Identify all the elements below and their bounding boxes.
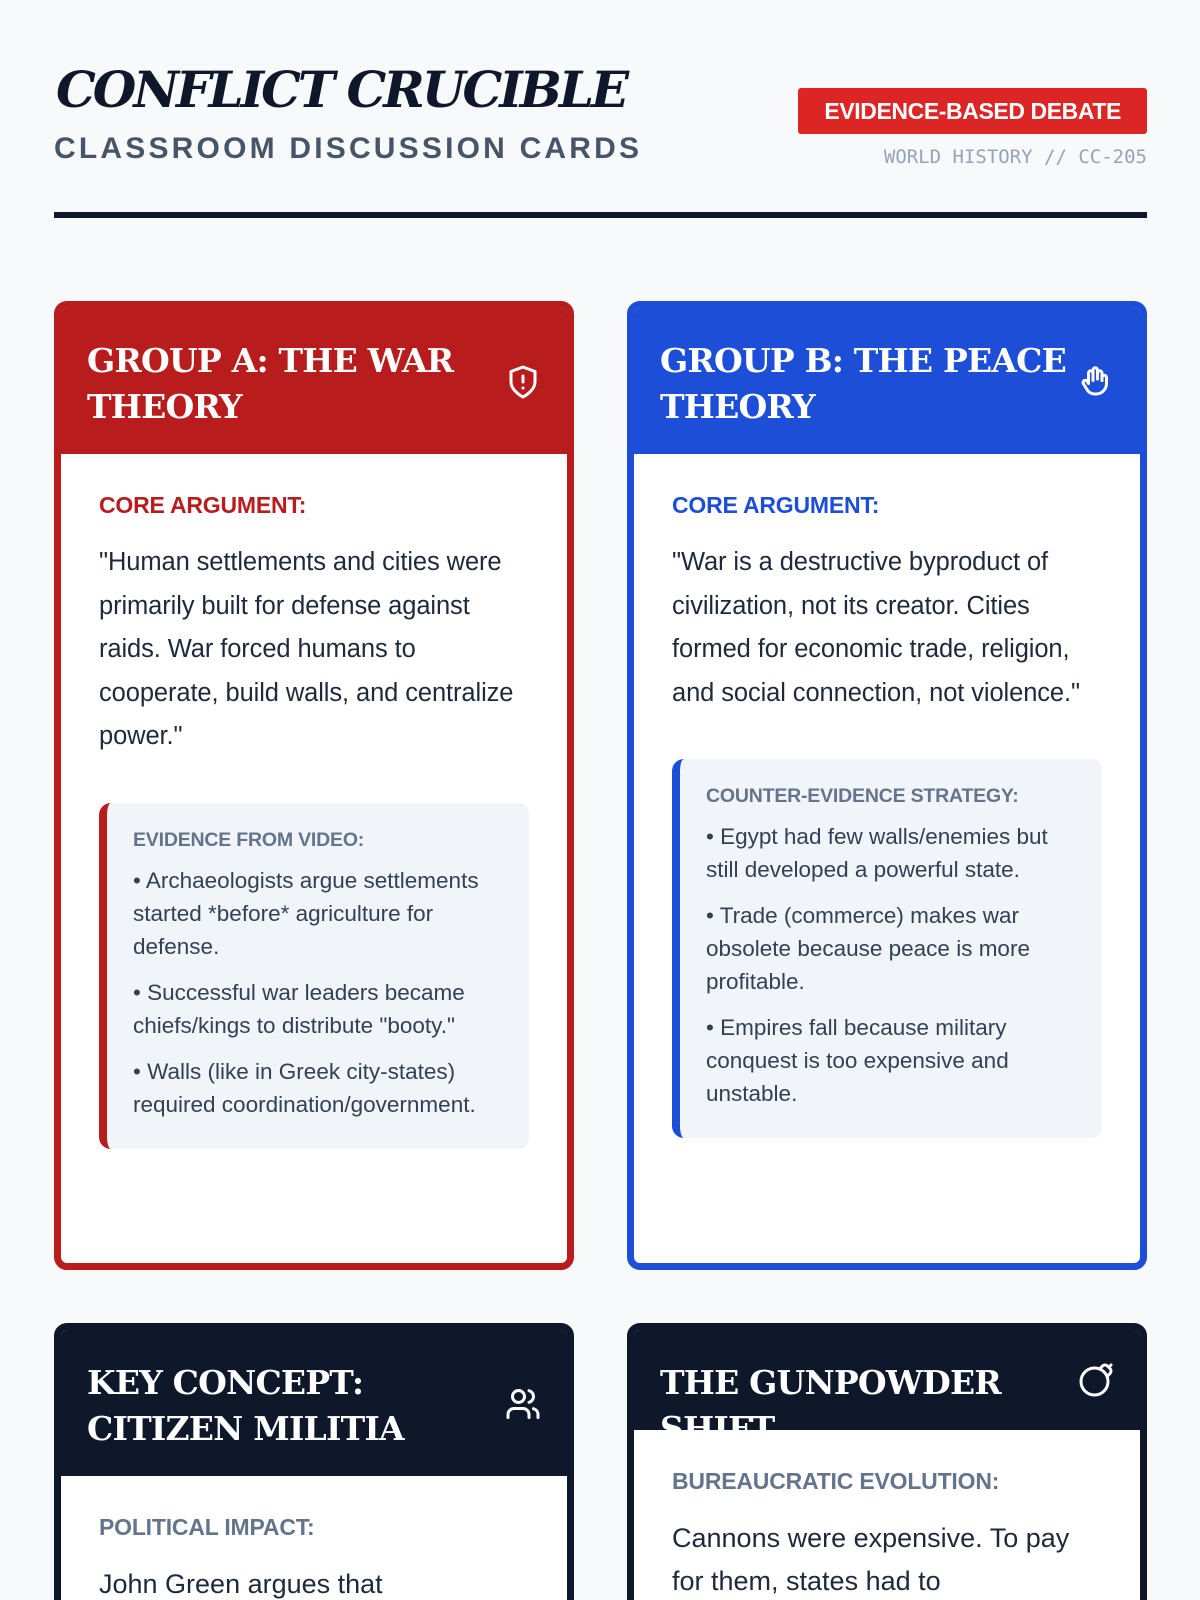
card-title: GROUP B: THE PEACE THEORY: [660, 341, 1066, 426]
evidence-box: [99, 803, 529, 1149]
card-text: Cannons were expensive. To pay for them, states had to: [672, 1523, 1070, 1596]
card-header: [61, 308, 567, 454]
political-impact-label: POLITICAL IMPACT:: [99, 1514, 315, 1540]
core-argument-quote: "War is a destructive byproduct of civilization, not its creator. Cities formed for economic trade, religion, and social connection, not violence.": [672, 548, 1080, 707]
page-subtitle: CLASSROOM DISCUSSION CARDS: [54, 132, 643, 165]
card-citizen-militia: [54, 1323, 574, 1600]
evidence-item: • Walls (like in Greek city-states) required coordination/government.: [133, 1058, 476, 1117]
card-header: [61, 1330, 567, 1476]
card-text: John Green argues that: [99, 1569, 383, 1599]
peace-hand-icon: [1078, 364, 1114, 400]
evidence-item: • Successful war leaders became chiefs/kings to distribute "booty.": [133, 979, 465, 1038]
card-gunpowder-shift: [627, 1323, 1147, 1600]
card-war-theory: [54, 301, 574, 1270]
card-body: [61, 1476, 567, 1600]
card-title: THE GUNPOWDER SHIFT: [660, 1363, 1001, 1448]
bomb-icon: [1078, 1362, 1114, 1398]
core-argument-label: CORE ARGUMENT:: [99, 492, 307, 518]
bureaucratic-evolution-label: BUREAUCRATIC EVOLUTION:: [672, 1468, 1000, 1494]
card-body: [634, 454, 1140, 1178]
evidence-item: • Egypt had few walls/enemies but still developed a powerful state.: [706, 824, 1048, 882]
card-header: [634, 308, 1140, 454]
core-argument-quote: "Human settlements and cities were primarily built for defense against raids. War forced humans to cooperate, build walls, and centralize power.": [99, 548, 514, 750]
header-divider: [54, 212, 1147, 218]
card-body: [61, 454, 567, 1189]
evidence-item: • Archaeologists argue settlements started *before* agriculture for defense.: [133, 867, 479, 959]
card-title: GROUP A: THE WAR THEORY: [87, 341, 454, 426]
evidence-item: • Trade (commerce) makes war obsolete because peace is more profitable.: [706, 903, 1030, 994]
page-header: [54, 58, 1147, 223]
evidence-box: [672, 759, 1102, 1138]
evidence-title: EVIDENCE FROM VIDEO:: [133, 828, 365, 851]
users-icon: [505, 1386, 541, 1422]
shield-alert-icon: [505, 364, 541, 400]
debate-badge: EVIDENCE-BASED DEBATE: [798, 88, 1147, 134]
core-argument-label: CORE ARGUMENT:: [672, 492, 880, 518]
evidence-item: • Empires fall because military conquest is too expensive and unstable.: [706, 1015, 1009, 1106]
card-title: KEY CONCEPT: CITIZEN MILITIA: [87, 1363, 404, 1448]
card-peace-theory: [627, 301, 1147, 1270]
evidence-title: COUNTER-EVIDENCE STRATEGY:: [706, 785, 1019, 807]
card-header: [634, 1330, 1140, 1448]
page-title: CONFLICT CRUCIBLE: [56, 60, 627, 119]
course-code: WORLD HISTORY // CC-205: [883, 146, 1147, 168]
card-body: [634, 1430, 1140, 1600]
